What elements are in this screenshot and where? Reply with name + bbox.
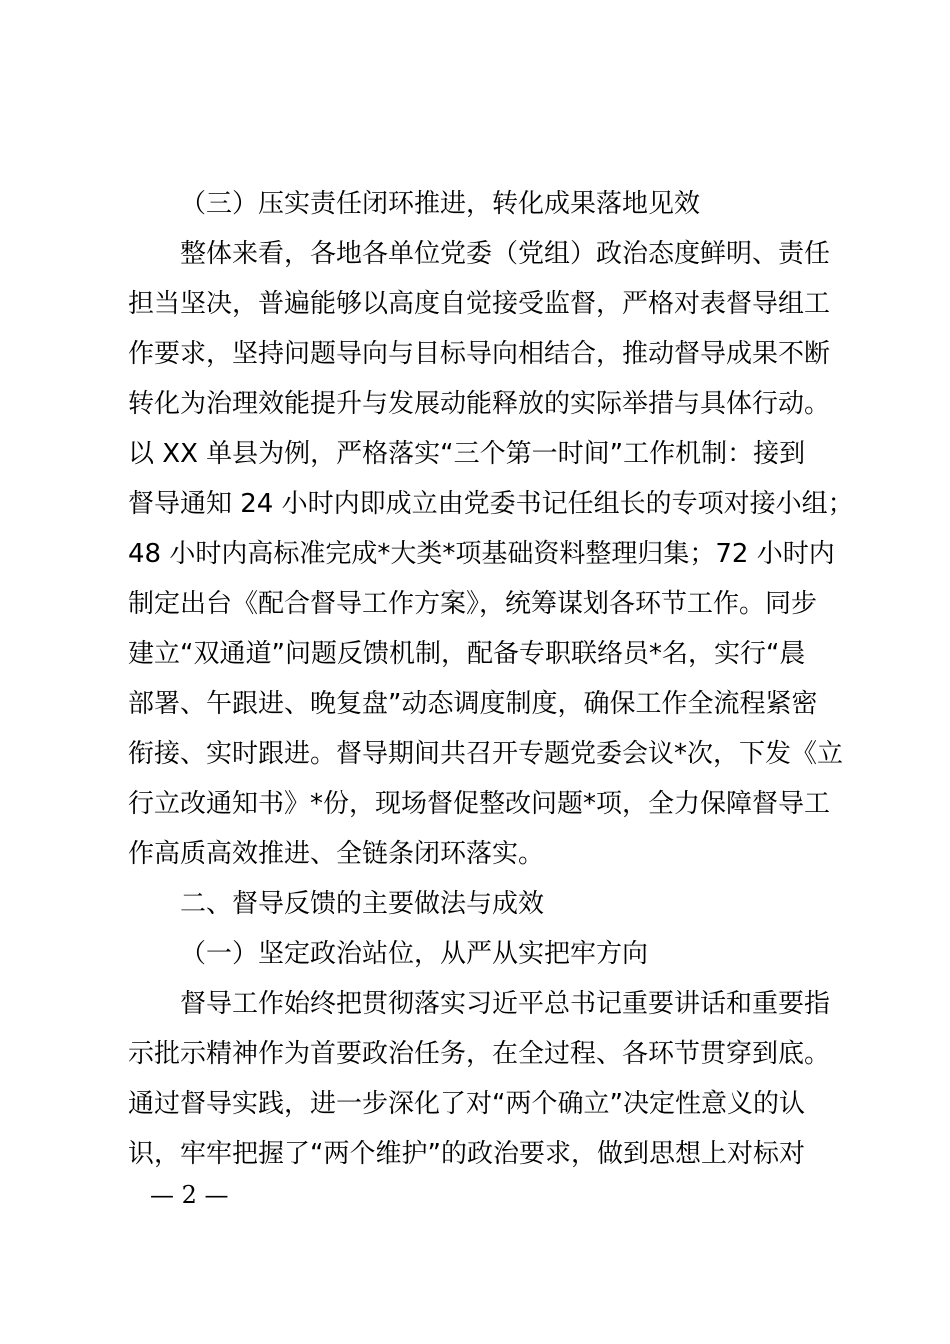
paragraph-line: 作高质高效推进、全链条闭环落实。 bbox=[128, 839, 545, 869]
paragraph-line: 督导通知 24 小时内即成立由党委书记任组长的专项对接小组； bbox=[128, 489, 854, 519]
paragraph-line: 衔接、实时跟进。督导期间共召开专题党委会议*次，下发《立 bbox=[128, 739, 844, 769]
paragraph-line: 通过督导实践，进一步深化了对“两个确立”决定性意义的认 bbox=[128, 1089, 805, 1119]
paragraph-line: 以 XX 单县为例，严格落实“三个第一时间”工作机制：接到 bbox=[128, 439, 806, 469]
paragraph-line: 制定出台《配合督导工作方案》，统筹谋划各环节工作。同步 bbox=[128, 589, 818, 619]
paragraph-line: 整体来看，各地各单位党委（党组）政治态度鲜明、责任 bbox=[180, 239, 831, 269]
paragraph-line: 行立改通知书》*份，现场督促整改问题*项，全力保障督导工 bbox=[128, 789, 831, 819]
chapter-heading-2: 二、督导反馈的主要做法与成效 bbox=[180, 889, 545, 919]
paragraph-line: 督导工作始终把贯彻落实习近平总书记重要讲话和重要指 bbox=[180, 989, 831, 1019]
paragraph-line: 担当坚决，普遍能够以高度自觉接受监督，严格对表督导组工 bbox=[128, 289, 831, 319]
page-number: — 2 — bbox=[150, 1181, 229, 1209]
paragraph-line: 作要求，坚持问题导向与目标导向相结合，推动督导成果不断 bbox=[128, 339, 831, 369]
section-heading-1: （一）坚定政治站位，从严从实把牢方向 bbox=[180, 939, 649, 969]
paragraph-line: 示批示精神作为首要政治任务，在全过程、各环节贯穿到底。 bbox=[128, 1039, 831, 1069]
paragraph-line: 部署、午跟进、晚复盘”动态调度制度，确保工作全流程紧密 bbox=[128, 689, 818, 719]
paragraph-line: 转化为治理效能提升与发展动能释放的实际举措与具体行动。 bbox=[128, 389, 831, 419]
paragraph-line: 建立“双通道”问题反馈机制，配备专职联络员*名，实行“晨 bbox=[128, 639, 806, 669]
section-heading-3: （三）压实责任闭环推进，转化成果落地见效 bbox=[180, 189, 701, 219]
paragraph-line: 48 小时内高标准完成*大类*项基础资料整理归集；72 小时内 bbox=[128, 539, 835, 569]
paragraph-line: 识，牢牢把握了“两个维护”的政治要求，做到思想上对标对 bbox=[128, 1139, 805, 1169]
